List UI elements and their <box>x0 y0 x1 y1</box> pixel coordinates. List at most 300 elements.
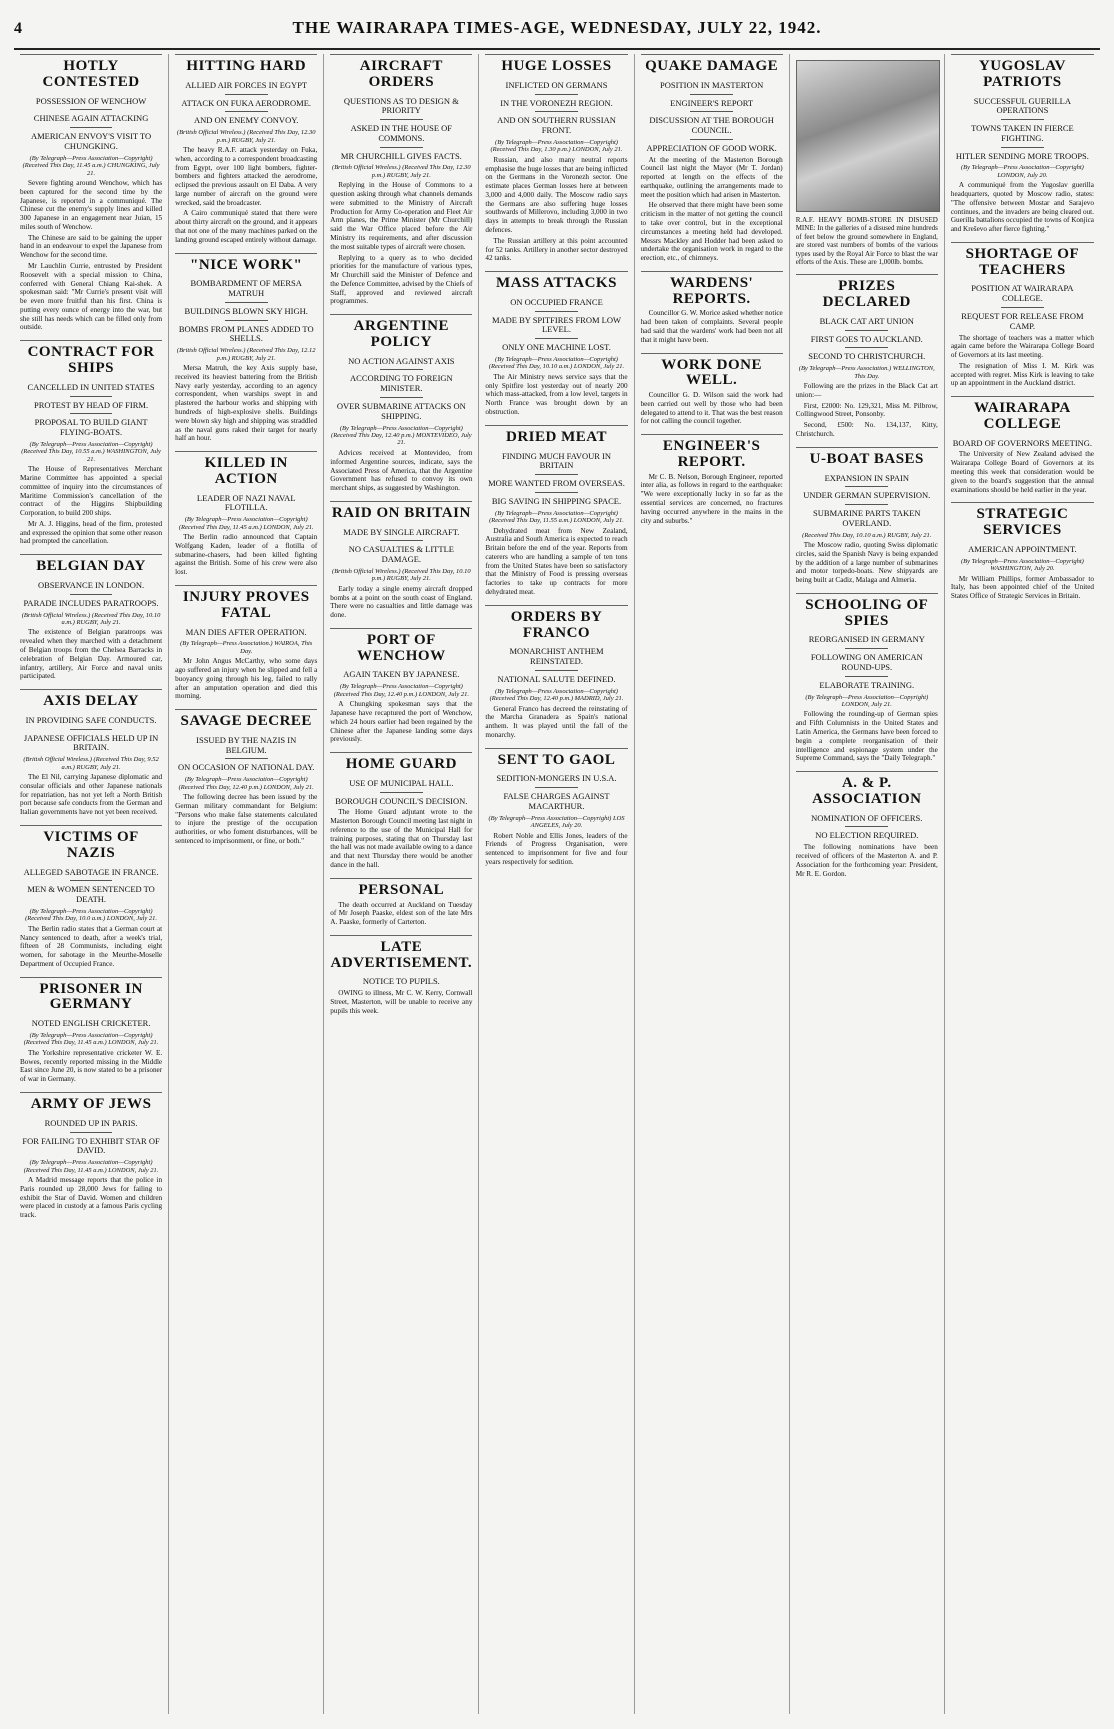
article <box>796 274 938 438</box>
subhead-rule <box>535 338 578 339</box>
article-paragraph: The Yorkshire representative cricketer W. E. Bowes, recently reported missing in the Middle East since June 20, is now stated to be a prisoner of war in Germany. <box>20 1048 163 1084</box>
article-headline: CONTRACT FOR SHIPS <box>20 340 162 379</box>
article-subhead: BOROUGH COUNCIL'S DECISION. <box>335 795 468 806</box>
article-paragraph: The following nominations have been received of officers of the Masterton A. and P. Association for the forthcoming year: President, Mr R. E. Gordon. <box>795 843 938 878</box>
article <box>951 242 1094 388</box>
subhead-rule <box>70 109 113 110</box>
article <box>175 451 317 577</box>
article-headline: STRATEGIC SERVICES <box>951 502 1094 541</box>
article-paragraph: The Home Guard adjutant wrote to the Masterton Borough Council meeting last night in reference to the use of the Municipal Hall for training purposes, stating that on Thursday last the hall was not made available owing to a dance and that next Thursday there would be another dance in the hall. <box>330 808 473 870</box>
article-body <box>175 793 317 846</box>
article <box>796 447 938 585</box>
article <box>20 54 162 332</box>
article-paragraph: Dehydrated meat from New Zealand, Australia and South America is expected to reach Britain before the end of the year. Reports from caterers who are handling a sample of ten tons from the United States have been so satisfactory that the Ministry of Food is pressing overseas factories to take up contracts for more dehydrated meat. <box>485 526 628 596</box>
article-subhead: NO CASUALTIES & LITTLE DAMAGE. <box>348 544 454 565</box>
wire-credit: (By Telegraph—Press Association—Copyright) (Received This Day, 10.55 a.m.) WASHINGTON, July 21. <box>21 440 161 463</box>
article-headline: YUGOSLAV PATRIOTS <box>951 54 1094 93</box>
article-headline: A. & P. ASSOCIATION <box>796 771 938 810</box>
article <box>485 748 627 867</box>
article-subhead: AMERICAN ENVOY'S VISIT TO CHUNGKING. <box>30 131 152 151</box>
wire-credit: (British Official Wireless.) (Received This Day, 9.52 a.m.) RUGBY, July 21. <box>23 756 159 771</box>
article-subhead: BUILDINGS BLOWN SKY HIGH. <box>184 305 308 316</box>
article-paragraph: Mr William Phillips, former Ambassador to Italy, has been appointed chief of the United States Office of Strategic Services in Britain. <box>950 574 1094 601</box>
article-subhead: POSITION AT WAIRARAPA COLLEGE. <box>971 283 1074 304</box>
article-headline: RAID ON BRITAIN <box>330 501 472 524</box>
article-paragraph: A communiqué from the Yugoslav guerilla headquarters, quoted by Moscow radio, states: "The offensive between Mostar and Sarajevo continues, and the invaders are being cleared out. Guerilla battalions occupied the towns of Konjica and Kreševo after fierce fighting." <box>950 181 1094 234</box>
article-subhead: NOTICE TO PUPILS. <box>362 976 440 987</box>
article-headline: PRISONER IN GERMANY <box>20 977 162 1016</box>
article-subhead: AND ON ENEMY CONVOY. <box>194 115 299 126</box>
article-subhead: IN PROVIDING SAFE CONDUCTS. <box>25 714 157 725</box>
article-subhead: MADE BY SINGLE AIRCRAFT. <box>343 526 460 537</box>
column-3 <box>324 54 479 1714</box>
article-body <box>20 465 162 546</box>
article-paragraph: The House of Representatives Merchant Marine Committee has appointed a special committee of inquiry into the circumstances of Maritime Commission's cancellation of the contract of the Higgins Shipbuilding Corporation, to build 200 ships. <box>20 465 163 518</box>
article-subhead: ALLIED AIR FORCES IN EGYPT <box>185 79 308 90</box>
article-subhead: BOMBS FROM PLANES ADDED TO SHELLS. <box>178 323 314 344</box>
article-paragraph: Robert Noble and Ellis Jones, leaders of the Friends of Progress Organisation, were sentenced to imprisonment for five and four years respectively for sedition. <box>485 831 628 866</box>
article-paragraph: The death occurred at Auckland on Tuesday of Mr Joseph Paaske, eldest son of the late Mrs A. Paaske, formerly of Carterton. <box>330 900 473 927</box>
subhead-rule <box>225 320 268 321</box>
article-paragraph: A Cairo communiqué stated that there were about thirty aircraft on the ground, and it appears that not one of the many machines parked on the landing ground escaped entirely without damage. <box>175 209 318 244</box>
wire-credit: (By Telegraph—Press Association—Copyright) LONDON, July 20. <box>960 164 1084 179</box>
article <box>796 593 938 763</box>
article-subhead: NOMINATION OF OFFICERS. <box>811 812 923 823</box>
article <box>485 271 627 417</box>
article-headline: BELGIAN DAY <box>20 554 162 577</box>
article-subhead: PROPOSAL TO BUILD GIANT FLYING-BOATS. <box>34 417 148 438</box>
article-subhead: SECOND TO CHRISTCHURCH. <box>808 351 926 362</box>
subhead-rule <box>1001 119 1044 120</box>
article <box>796 60 938 266</box>
article-subhead: IN THE VORONEZH REGION. <box>500 97 613 108</box>
article-body <box>175 657 317 701</box>
article-body <box>20 925 162 969</box>
subhead-rule <box>845 486 888 487</box>
article <box>330 501 472 620</box>
article-body <box>330 901 472 927</box>
article-body <box>485 527 627 597</box>
article-body <box>951 334 1094 389</box>
article-subhead: ENGINEER'S REPORT <box>670 97 754 108</box>
subhead-rule <box>845 676 888 677</box>
article-body <box>20 1049 162 1084</box>
article-headline: PORT OF WENCHOW <box>330 628 472 667</box>
article-subhead: ASKED IN THE HOUSE OF COMMONS. <box>350 123 453 143</box>
article-body <box>330 808 472 869</box>
article-headline: HOME GUARD <box>330 752 472 775</box>
article <box>951 54 1094 234</box>
article-paragraph: The Berlin radio announced that Captain Wolfgang Kaden, leader of a flotilla of submarine-chasers, had been killed fighting against the British. Some of his crew were also lost. <box>175 533 318 577</box>
article-body <box>796 843 938 878</box>
masthead <box>14 18 1100 50</box>
article <box>951 502 1094 601</box>
article-paragraph: General Franco has decreed the reinstating of the Marcha Granadera as Spain's national anthem. It was played until the fall of the monarchy. <box>485 704 628 739</box>
article-subhead: BLACK CAT ART UNION <box>819 315 914 326</box>
article <box>20 825 162 969</box>
article-subhead: DISCUSSION AT THE BOROUGH COUNCIL. <box>649 115 774 136</box>
article-body <box>20 179 162 332</box>
wire-credit: (By Telegraph—Press Association—Copyright) LONDON, July 21. <box>805 693 929 708</box>
article-subhead: FOR FAILING TO EXHIBIT STAR OF DAVID. <box>22 1135 160 1156</box>
wire-credit: (By Telegraph—Press Association—Copyright) (Received This Day, 11.45 a.m.) LONDON, July 21. <box>23 1031 159 1047</box>
article <box>330 752 472 870</box>
subhead-rule <box>225 302 268 303</box>
wire-credit: (By Telegraph—Press Association—Copyright) (Received This Day, 10.10 a.m.) LONDON, July 21. <box>488 355 625 371</box>
subhead-rule <box>70 729 113 730</box>
article-headline: "NICE WORK" <box>175 253 317 276</box>
article-body <box>951 450 1094 494</box>
article-subhead: USE OF MUNICIPAL HALL. <box>349 777 454 788</box>
article-headline: WORK DONE WELL. <box>641 353 783 392</box>
article <box>175 709 317 846</box>
article-body <box>20 1176 162 1220</box>
column-7 <box>945 54 1100 1714</box>
article-paragraph: The University of New Zealand advised the Wairarapa College Board of Governors at its meeting this week that consideration would be given to the board's suggestion that the annual examinations should be held earlier in the year. <box>950 450 1094 494</box>
article <box>20 554 162 681</box>
article-subhead: MEN & WOMEN SENTENCED TO DEATH. <box>27 884 155 905</box>
article-paragraph: The heavy R.A.F. attack yesterday on Fuka, when, according to a correspondent broadcasting from Egypt, over 100 light bombers, fighter-bombers and fighters attacked the aerodrome, eclipsed the previous assault on El Daba. A very large number of aircraft on the ground were wrecked, said the broadcaster. <box>175 145 318 207</box>
article-headline: KILLED IN ACTION <box>175 451 317 490</box>
article-headline: SAVAGE DECREE <box>175 709 317 732</box>
subhead-rule <box>380 792 423 793</box>
article <box>485 425 627 597</box>
subhead-rule <box>70 396 113 397</box>
article-subhead: EXPANSION IN SPAIN <box>824 472 909 483</box>
article-headline: ARGENTINE POLICY <box>330 314 472 353</box>
article-paragraph: The Moscow radio, quoting Swiss diplomatic circles, said the Spanish Navy is being expanded by the addition of a large number of submarines and motor torpedo-boats. New shipyards are being built at Cadiz, Malaga and Almeria. <box>795 541 938 585</box>
article <box>641 353 783 427</box>
article-body <box>485 373 627 417</box>
article-headline: SCHOOLING OF SPIES <box>796 593 938 632</box>
article-paragraph: Replying in the House of Commons to a question asking through what channels demands were submitted to the Ministry of Aircraft Production for Army Co-operation and Fleet Air Arm planes, the Prime Minister (Mr Churchill) said the War Office placed before the Air Ministry its requirements, and after discussion the most suitable types of aircraft were chosen. <box>330 181 473 251</box>
subhead-rule <box>70 413 113 414</box>
article-paragraph: Second, £500: No. 134,137, Kitty, Christchurch. <box>795 421 938 438</box>
wire-credit: (By Telegraph—Press Association—Copyright) (Received This Day, 12.40 p.m.) MADRID, July 21. <box>489 687 624 703</box>
subhead-rule <box>690 111 733 112</box>
article-subhead: BOARD OF GOVERNORS MEETING. <box>952 437 1093 448</box>
wire-credit: (By Telegraph—Press Association—Copyright) LOS ANGELES, July 20. <box>488 814 625 830</box>
article-subhead: MR CHURCHILL GIVES FACTS. <box>340 150 462 161</box>
article-body <box>641 473 783 526</box>
subhead-rule <box>225 94 268 95</box>
article <box>330 54 472 306</box>
subhead-rule <box>225 111 268 112</box>
subhead-rule <box>845 330 888 331</box>
article-subhead: BOMBARDMENT OF MERSA MATRUH <box>190 278 302 299</box>
subhead-rule <box>535 311 578 312</box>
article-subhead: INFLICTED ON GERMANS <box>505 79 608 90</box>
article <box>330 935 472 1016</box>
article-body <box>796 710 938 763</box>
article-subhead: ON OCCUPIED FRANCE <box>510 296 603 307</box>
wire-credit: (By Telegraph—Press Association—Copyright) (Received This Day, 11.45 a.m.) LONDON, July 21. <box>23 1159 159 1174</box>
article-paragraph: Councillor G. D. Wilson said the work had been carried out well by those who had been delegated to attend to it. That was the best reason for not calling the council together. <box>640 391 783 426</box>
article-paragraph: The Air Ministry news service says that the only Spitfire lost yesterday out of nearly 200 which mass-attacked, from a low level, targets in North France was brought down by an obstruction. <box>485 372 628 416</box>
wire-credit: (By Telegraph—Press Association—Copyright) WASHINGTON, July 20. <box>960 557 1084 573</box>
article-subhead: SUCCESSFUL GUERILLA OPERATIONS <box>973 95 1072 116</box>
column-2 <box>169 54 324 1714</box>
subhead-rule <box>690 94 733 95</box>
article-subhead: ONLY ONE MACHINE LOST. <box>502 342 611 353</box>
article-headline: QUAKE DAMAGE <box>641 54 783 77</box>
article-paragraph: First, £2000: No. 129,321, Miss M. Pilbrow, Collingwood Street, Ponsonby. <box>795 401 938 419</box>
article-headline: MASS ATTACKS <box>485 271 627 294</box>
article-subhead: REORGANISED IN GERMANY <box>808 634 925 645</box>
article <box>330 878 472 927</box>
column-5 <box>635 54 790 1714</box>
subhead-rule <box>535 94 578 95</box>
article-subhead: OBSERVANCE IN LONDON. <box>38 580 145 590</box>
article-paragraph: Mr John Angus McCarthy, who some days ago suffered an injury when he slipped and fell a buoyancy going through his leg, failed to rally after an amputation operation and died this morning. <box>175 657 318 701</box>
article-paragraph: He observed that there might have been some criticism in the matter of not getting the council to take over control, but in the exceptional circumstances a meeting held had developed. Messrs Mackley and Hodder had been asked to undertake the organisation work in regard to the erection, etc., of chimneys. <box>640 201 783 263</box>
article-body <box>796 541 938 585</box>
article-body <box>330 585 472 620</box>
subhead-rule <box>1001 147 1044 148</box>
article-subhead: LEADER OF NAZI NAVAL FLOTILLA. <box>196 492 296 513</box>
article-subhead: JAPANESE OFFICIALS HELD UP IN BRITAIN. <box>23 732 159 753</box>
article-headline: WAIRARAPA COLLEGE <box>951 396 1094 435</box>
subhead-rule <box>70 127 113 128</box>
article <box>951 396 1094 494</box>
article-headline: HITTING HARD <box>175 54 317 77</box>
article-headline: LATE ADVERTISEMENT. <box>330 935 472 974</box>
article-subhead: PARADE INCLUDES PARATROOPS. <box>23 597 159 608</box>
wire-credit: (By Telegraph—Press Association.) WAIROA, This Day. <box>180 640 313 655</box>
wire-credit: (British Official Wireless.) (Received This Day, 12.30 p.m.) RUGBY, July 21. <box>176 129 316 144</box>
article-paragraph: Early today a single enemy aircraft dropped bombs at a point on the south coast of England. There were no casualties and little damage was done. <box>330 584 473 620</box>
wire-credit: (By Telegraph—Press Association—Copyright) (Received This Day, 11.55 a.m.) LONDON, July 21. <box>489 509 624 525</box>
subhead-rule <box>380 540 423 541</box>
subhead-rule <box>1001 307 1044 308</box>
subhead-rule <box>845 648 888 649</box>
article-body <box>641 391 783 426</box>
article-body <box>951 181 1094 234</box>
subhead-rule <box>535 670 578 671</box>
article-headline: HOTLY CONTESTED <box>20 54 162 93</box>
article-paragraph: At the meeting of the Masterton Borough Council last night the Mayor (Mr T. Jordan) reported at length on the effects of the earthquake, outlining the arrangements made to meet the position which had arisen in Masterton. <box>640 155 783 199</box>
article-paragraph: Mersa Matruh, the key Axis supply base, received its heaviest battering from the British Navy early yesterday, according to an agency correspondent, when warships swept in and plastered the harbour works and shipping with hundreds of high-explosive shells. Buildings were blown sky high and shipping was straddled as the naval guns raked their target for nearly half an hour. <box>175 364 318 443</box>
wire-credit: (By Telegraph—Press Association—Copyright) (Received This Day, 12.40 p.m.) LONDON, July 21. <box>333 683 469 698</box>
article-paragraph: A Madrid message reports that the police in Paris rounded up 28,000 Jews for failing to exhibit the Star of David. Women and children were placed in custody at a famous Paris cycling track. <box>20 1176 163 1220</box>
subhead-rule <box>70 880 113 881</box>
news-photo <box>796 60 940 212</box>
subhead-rule <box>380 119 423 120</box>
subhead-rule <box>380 147 423 148</box>
article-body <box>641 156 783 263</box>
article <box>20 340 162 546</box>
subhead-rule <box>380 369 423 370</box>
article <box>641 54 783 263</box>
article-body <box>330 700 472 744</box>
article-paragraph: Replying to a query as to who decided priorities for the manufacture of various types, Mr Churchill said the Minister of Defence and the Defence Committee, advised by the Chiefs of Staff, approved and reviewed aircraft programmes. <box>330 253 473 306</box>
article-body <box>330 449 472 493</box>
article-subhead: FIRST GOES TO AUCKLAND. <box>810 333 923 344</box>
wire-credit: (By Telegraph—Press Association—Copyright) (Received This Day, 10.0 a.m.) LONDON, July 21. <box>25 907 158 923</box>
article-subhead: OVER SUBMARINE ATTACKS ON SHIPPING. <box>336 401 466 421</box>
article-paragraph: The Berlin radio states that a German court at Nancy sentenced to death, after a week's trial, fifteen of 28 Communists, including eight women, for sabotage in the Meurthe-Moselle Department of Occupied France. <box>20 924 163 968</box>
article-body <box>485 156 627 263</box>
subhead-rule <box>690 139 733 140</box>
article-subhead: BIG SAVING IN SHIPPING SPACE. <box>491 495 622 506</box>
article-body <box>330 181 472 306</box>
article-subhead: FINDING MUCH FAVOUR IN BRITAIN <box>501 450 611 471</box>
article-subhead: MAN DIES AFTER OPERATION. <box>185 626 307 637</box>
subhead-rule <box>535 787 578 788</box>
article-subhead: NO ACTION AGAINST AXIS <box>348 355 455 366</box>
wire-credit: (British Official Wireless.) (Received This Day, 12.30 p.m.) RUGBY, July 21. <box>332 164 471 179</box>
article-headline: AIRCRAFT ORDERS <box>330 54 472 93</box>
subhead-rule <box>535 474 578 475</box>
article-subhead: MONARCHIST ANTHEM REINSTATED. <box>509 646 604 667</box>
wire-credit: (British Official Wireless.) (Received This Day, 12.12 p.m.) RUGBY, July 21. <box>176 347 316 362</box>
article-headline: INJURY PROVES FATAL <box>175 585 317 624</box>
wire-credit: (By Telegraph—Press Association.) WELLINGTON, This Day. <box>798 365 935 380</box>
article-subhead: CHINESE AGAIN ATTACKING <box>33 113 149 124</box>
article-subhead: ISSUED BY THE NAZIS IN BELGIUM. <box>196 734 297 755</box>
article-headline: HUGE LOSSES <box>485 54 627 77</box>
article-paragraph: Councillor G. W. Morice asked whether notice had been taken of complaints. Several people had said that the wardens' work had been not all that it might have been. <box>640 309 783 344</box>
article <box>641 434 783 525</box>
subhead-rule <box>225 758 268 759</box>
article-paragraph: Russian, and also many neutral reports emphasise the huge losses that are being inflicted on the Germans in the Voronezh sector. One estimate places German losses here at between 3,000 and 4,000 daily. The Moscow radio says the Germans are also suffering huge losses southwards of Millerovo, including 3,000 in two days in attempts to break through the Russian defences. <box>485 155 628 234</box>
columns <box>14 54 1100 1714</box>
article-body <box>951 575 1094 601</box>
wire-credit: (British Official Wireless.) (Received This Day, 10.10 p.m.) RUGBY, July 21. <box>332 567 471 583</box>
wire-credit: (British Official Wireless.) (Received This Day, 10.10 a.m.) RUGBY, July 21. <box>21 611 161 626</box>
article-subhead: SEDITION-MONGERS IN U.S.A. <box>496 773 617 784</box>
wire-credit: (By Telegraph—Press Association—Copyright) (Received This Day, 1.30 p.m.) LONDON, July 21. <box>490 138 623 154</box>
article-subhead: PROTEST BY HEAD OF FIRM. <box>34 399 149 410</box>
article-body <box>175 364 317 443</box>
article <box>20 1092 162 1220</box>
wire-credit: (By Telegraph—Press Association—Copyright) (Received This Day, 11.45 a.m.) LONDON, July 21. <box>178 516 314 531</box>
article <box>485 605 627 740</box>
article-paragraph: The Chinese are said to be gaining the upper hand in an endeavour to expel the Japanese from Wenchow for the second time. <box>20 233 163 260</box>
article-paragraph: A Chungking spokesman says that the Japanese have recaptured the port of Wenchow, which 24 hours earlier had been regained by the Chinese after the Japanese landing some days previously. <box>330 700 473 744</box>
article-paragraph: The Russian artillery at this point accounted for 52 tanks. Artillery in another sector destroyed 42 tanks. <box>485 236 628 263</box>
article-body <box>20 628 162 681</box>
article-paragraph: The existence of Belgian paratroops was revealed when they marched with a detachment of Belgian troops from the Chelsea Barracks in celebration of Belgian Day. Armoured car, infantry, artillery, Air Force and naval units participated. <box>20 628 163 681</box>
subhead-rule <box>535 492 578 493</box>
wire-credit: (Received This Day, 10.10 a.m.) RUGBY, July 21. <box>802 531 932 539</box>
subhead-rule <box>70 594 113 595</box>
article-subhead: AND ON SOUTHERN RUSSIAN FRONT. <box>497 115 616 136</box>
article <box>175 585 317 701</box>
photo-caption: R.A.F. HEAVY BOMB-STORE IN DISUSED MINE: In the galleries of a disused mine hundreds of feet below the ground somewhere in England, are stored vast numbers of bombs of the various types used by the Royal Air Force to blast the war efforts of the Axis. These are 1,000lb. bombs. <box>795 216 938 266</box>
article-subhead: QUESTIONS AS TO DESIGN & PRIORITY <box>343 95 459 116</box>
article-paragraph: The shortage of teachers was a matter which again came before the Wairarapa College Board of Governors at its last meeting. <box>950 333 1094 360</box>
article-subhead: POSITION IN MASTERTON <box>660 79 764 90</box>
article-subhead: FALSE CHARGES AGAINST MACARTHUR. <box>503 791 610 811</box>
article-body <box>330 989 472 1015</box>
article-subhead: ACCORDING TO FOREIGN MINISTER. <box>350 373 453 394</box>
article-headline: WARDENS' REPORTS. <box>641 271 783 310</box>
article-subhead: CANCELLED IN UNITED STATES <box>27 381 155 392</box>
wire-credit: (By Telegraph—Press Association—Copyright) (Received This Day, 12.40 p.m.) LONDON, July 21. <box>178 776 314 791</box>
article <box>330 314 472 493</box>
article <box>175 253 317 444</box>
article-subhead: POSSESSION OF WENCHOW <box>35 95 147 106</box>
article-body <box>175 533 317 577</box>
article-paragraph: The resignation of Miss I. M. Kirk was accepted with regret. Miss Kirk is leaving to take up an appointment in the Auckland district. <box>950 361 1094 388</box>
article-subhead: AGAIN TAKEN BY JAPANESE. <box>343 669 460 680</box>
subhead-rule <box>845 347 888 348</box>
article-body <box>175 146 317 245</box>
article-headline: VICTIMS OF NAZIS <box>20 825 162 864</box>
article <box>175 54 317 245</box>
subhead-rule <box>535 111 578 112</box>
subhead-rule <box>845 826 888 827</box>
article <box>796 771 938 878</box>
article-body <box>20 773 162 817</box>
column-6 <box>790 54 945 1714</box>
article-subhead: ON OCCASION OF NATIONAL DAY. <box>178 762 315 773</box>
article-headline: AXIS DELAY <box>20 689 162 712</box>
article-body <box>485 832 627 867</box>
article-paragraph: Severe fighting around Wenchow, which has been captured for the second time by the Japanese, is reported in a communiqué. The Chinese cut the enemy's supply lines and killed 300 Japanese in an engagement near Juian, 15 miles south of Wenchow. <box>20 178 163 231</box>
article <box>485 54 627 263</box>
article <box>330 628 472 744</box>
column-4 <box>479 54 634 1714</box>
wire-credit: (By Telegraph—Press Association—Copyright) (Received This Day, 11.45 a.m.) CHUNGKING, July 21. <box>22 154 160 177</box>
article-paragraph: Following are the prizes in the Black Cat art union:— <box>795 382 938 399</box>
article-subhead: UNDER GERMAN SUPERVISION. <box>803 490 931 501</box>
page-number: 4 <box>14 20 22 37</box>
article-subhead: APPRECIATION OF GOOD WORK. <box>646 142 777 153</box>
wire-credit: (By Telegraph—Press Association—Copyright) (Received This Day, 12.40 p.m.) MONTEVIDEO, July 21. <box>331 424 472 447</box>
article-subhead: MADE BY SPITFIRES FROM LOW LEVEL. <box>491 314 622 335</box>
article-subhead: NO ELECTION REQUIRED. <box>815 830 919 841</box>
article-subhead: FOLLOWING ON AMERICAN ROUND-UPS. <box>810 652 923 672</box>
article-subhead: TOWNS TAKEN IN FIERCE FIGHTING. <box>971 123 1074 143</box>
article-paragraph: Mr A. J. Higgins, head of the firm, protested and expressed the opinion that some other reason had prompted the cancellation. <box>20 519 163 546</box>
article-subhead: ATTACK ON FUKA AERODROME. <box>181 97 312 108</box>
article-headline: PRIZES DECLARED <box>796 274 938 313</box>
article-body <box>485 705 627 740</box>
article-headline: PERSONAL <box>330 878 472 901</box>
article-paragraph: Advices received at Montevideo, from informed Argentine sources, indicate, says the Associated Press of America, that the Argentine Government has refused to convoy its own merchant ships, as suggested by Washington. <box>330 448 473 493</box>
article-paragraph: The El Nil, carrying Japanese diplomatic and consular officials and other Japanese nationals for repatriation, has not yet left a North British port because safe conducts from the German and Italian governments have not yet been received. <box>20 773 163 817</box>
article-headline: DRIED MEAT <box>485 425 627 448</box>
article <box>641 271 783 345</box>
subhead-rule <box>70 1132 113 1133</box>
article-subhead: NATIONAL SALUTE DEFINED. <box>497 673 616 684</box>
subhead-rule <box>380 397 423 398</box>
article-subhead: ROUNDED UP IN PARIS. <box>44 1117 138 1128</box>
article <box>20 689 162 817</box>
article-paragraph: Mr C. B. Nelson, Borough Engineer, reported inter alia, as follows in regard to the earthquake: "We were exceptionally lucky in so far as the essential services are concerned, no fractures having occurred anywhere in the mains in the city and suburbs." <box>640 472 783 525</box>
article-headline: SHORTAGE OF TEACHERS <box>951 242 1094 281</box>
article-subhead: ALLEGED SABOTAGE IN FRANCE. <box>23 866 159 877</box>
article-subhead: MORE WANTED FROM OVERSEAS. <box>488 478 625 489</box>
article <box>20 977 162 1084</box>
article-subhead: ELABORATE TRAINING. <box>819 679 915 690</box>
article-subhead: SUBMARINE PARTS TAKEN OVERLAND. <box>813 508 921 528</box>
article-subhead: REQUEST FOR RELEASE FROM CAMP. <box>961 310 1084 331</box>
article-headline: ARMY OF JEWS <box>20 1092 162 1115</box>
article-paragraph: The following decree has been issued by the German military commandant for Belgium: "Persons who make false statements calculated to injure the prestige of the occupation authorities, or who foment disturbances, will be sentenced to imprisonment, or fine, or both." <box>175 793 318 845</box>
column-1 <box>14 54 169 1714</box>
article-paragraph: Mr Lauchlin Currie, entrusted by President Roosevelt with a special mission to China, conferred with General Chiang Kai-shek. A spokesman said: "Mr Currie's present visit will be even more fruitful than his first. China is putting every ounce of energy into the war, but she still has needs which can be filled only from outside. <box>20 262 163 332</box>
article-body <box>796 382 938 439</box>
subhead-rule <box>845 504 888 505</box>
article-headline: ENGINEER'S REPORT. <box>641 434 783 473</box>
article-subhead: AMERICAN APPOINTMENT. <box>968 543 1077 554</box>
article-headline: SENT TO GAOL <box>485 748 627 771</box>
article-body <box>641 309 783 344</box>
article-paragraph: Following the rounding-up of German spies and Fifth Columnists in the United States and Latin America, the Germans have been forced to begin a complete reorganisation of their intelligence and espionage system under the Supreme Command, says the "Daily Telegraph." <box>795 710 938 763</box>
